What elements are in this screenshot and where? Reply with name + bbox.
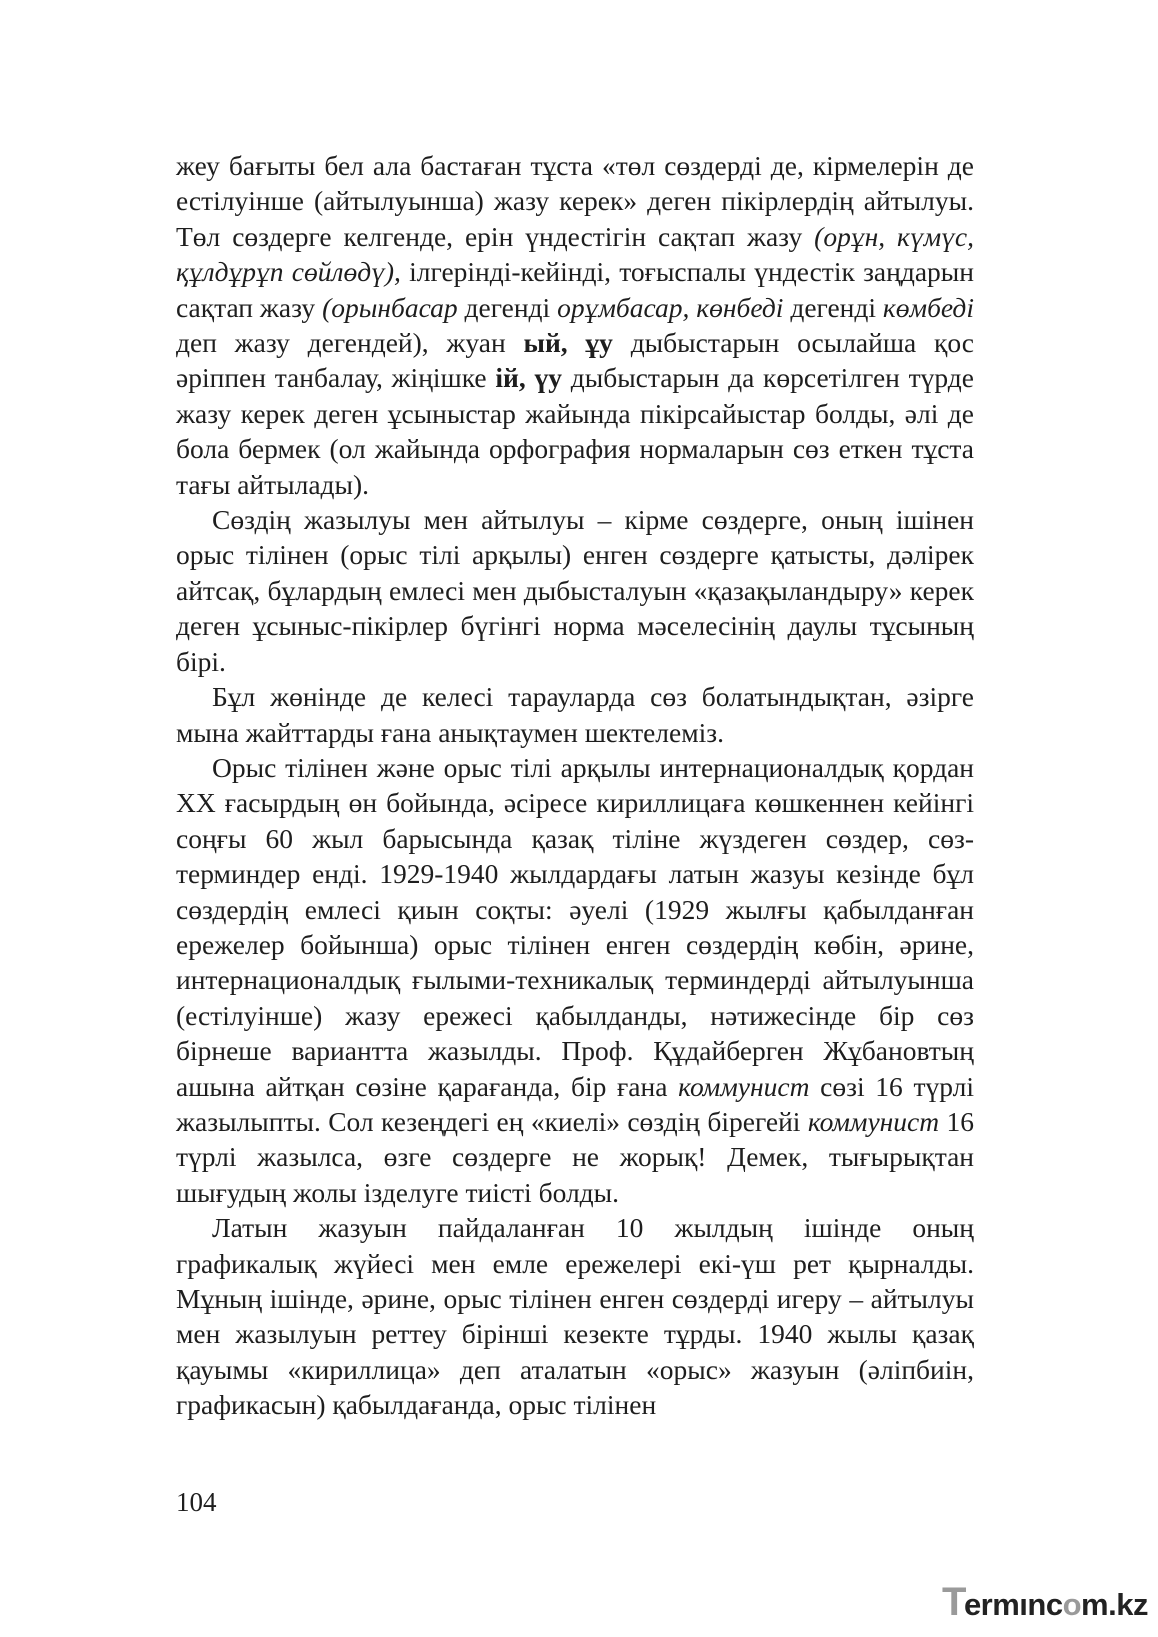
text-run: 16 түрлі жазылса, өзге сөздерге не жорық! Демек, тығырықтан шығудың жолы ізделуге тиісті болды. [176, 1105, 974, 1208]
text-run: Латын жазуын пайдаланған 10 жылдың ішінде оның графикалық жүйесі мен емле ережелері екі-үш рет қырналды. Мұның ішінде, әрине, орыс тілінен енген сөздерді игеру – айтылуы мен жазылуын реттеу бірінші кезекте тұрды. 1940 жылы қазақ қауымы «кириллица» деп аталатын «орыс» жазуын (әліпбиін, графикасын) қабылдағанда, орыс тілінен [176, 1212, 974, 1421]
logo-letter-o: o [1062, 1587, 1082, 1622]
text-run: Орыс тілінен және орыс тілі арқылы интернационалдық қордан XX ғасырдың өн бойында, әсіресе кириллицаға көшкеннен кейінгі соңғы 60 жыл барысында қазақ тіліне жүздеген сөздер, сөз-терминдер енді. 1929-1940 жылдардағы латын жазуы кезінде бұл сөздердің емлесі қиын соқты: әуелі (1929 жылғы қабылданған ережелер бойынша) орыс тілінен енген сөздердің көбін, әрине, интернационалдық ғылыми-техникалық терминдерді айтылуынша (естілуінше) жазу ережесі қабылданды, нәтижесінде бір сөз бірнеше вариантта жазылды. Проф. Құдайберген Жұбановтың ашына айтқан сөзіне қарағанда, бір ғана [176, 751, 974, 1102]
bold-text: ій, үу [495, 362, 562, 394]
text-run: жеу бағыты бел ала бастаған тұста «төл сөздерді де, кірмелерін де естілуінше (айтылуынша) жазу керек» деген пікірлердің айтылуы. Төл сөздерге келгенде, ерін үндестігін сақтап жазу [176, 150, 974, 252]
italic-text: орұмбасар, көнбеді [557, 291, 784, 323]
italic-text: коммунист [807, 1105, 940, 1137]
text-run: дегенді [457, 291, 558, 323]
paragraph [176, 1210, 974, 1422]
page-number: 104 [176, 1487, 217, 1517]
body-text [176, 148, 974, 1423]
italic-text: коммунист [678, 1070, 810, 1102]
italic-text: көмбеді [882, 291, 974, 323]
bold-text: ый, ұу [523, 327, 613, 359]
paragraph [176, 502, 974, 679]
text-run: дегенді [783, 291, 883, 323]
text-run: сөзі 16 түрлі жазылыпты. Сол кезеңдегі ең «киелі» сөздің бірегейі [176, 1070, 974, 1137]
text-run: ілгерінді-кейінді, тоғыспалы үндестік заңдарын сақтап жазу [176, 256, 974, 323]
logo-text-part1: ermınc [963, 1587, 1063, 1622]
text-run: Сөздің жазылуы мен айтылуы – кірме сөздерге, оның ішінен орыс тілінен (орыс тілі арқылы) енген сөздерге қатысты, дәлірек айтсақ, бұлардың емлесі мен дыбысталуын «қазақыландыру» керек деген ұсыныс-пікірлер бүгінгі норма мәселесінің даулы тұсының бірі. [176, 504, 974, 677]
paragraph [176, 750, 974, 1210]
text-run: деп жазу дегендей), жуан [176, 327, 524, 359]
italic-text: (орынбасар [322, 291, 458, 323]
logo-text-part2: m.kz [1081, 1587, 1148, 1622]
termincom-logo [942, 1580, 1152, 1630]
italic-text: (орұн, күмүс, құлдұрұп сөйлөдү), [176, 220, 975, 288]
text-run: дыбыстарын осылайша қос әріппен танбалау, жіңішке [176, 327, 974, 394]
paragraph [176, 679, 974, 750]
text-run: Бұл жөнінде де келесі тарауларда сөз болатындықтан, әзірге мына жайттарды ғана анықтаумен шектелеміз. [176, 681, 974, 748]
logo-letter-t: T [942, 1580, 966, 1624]
paragraph [176, 148, 974, 502]
text-run: дыбыстарын да көрсетілген түрде жазу керек деген ұсыныстар жайында пікірсайыстар болды, әлі де бола бермек (ол жайында орфография нормаларын сөз еткен тұста тағы айтылады). [176, 362, 974, 500]
